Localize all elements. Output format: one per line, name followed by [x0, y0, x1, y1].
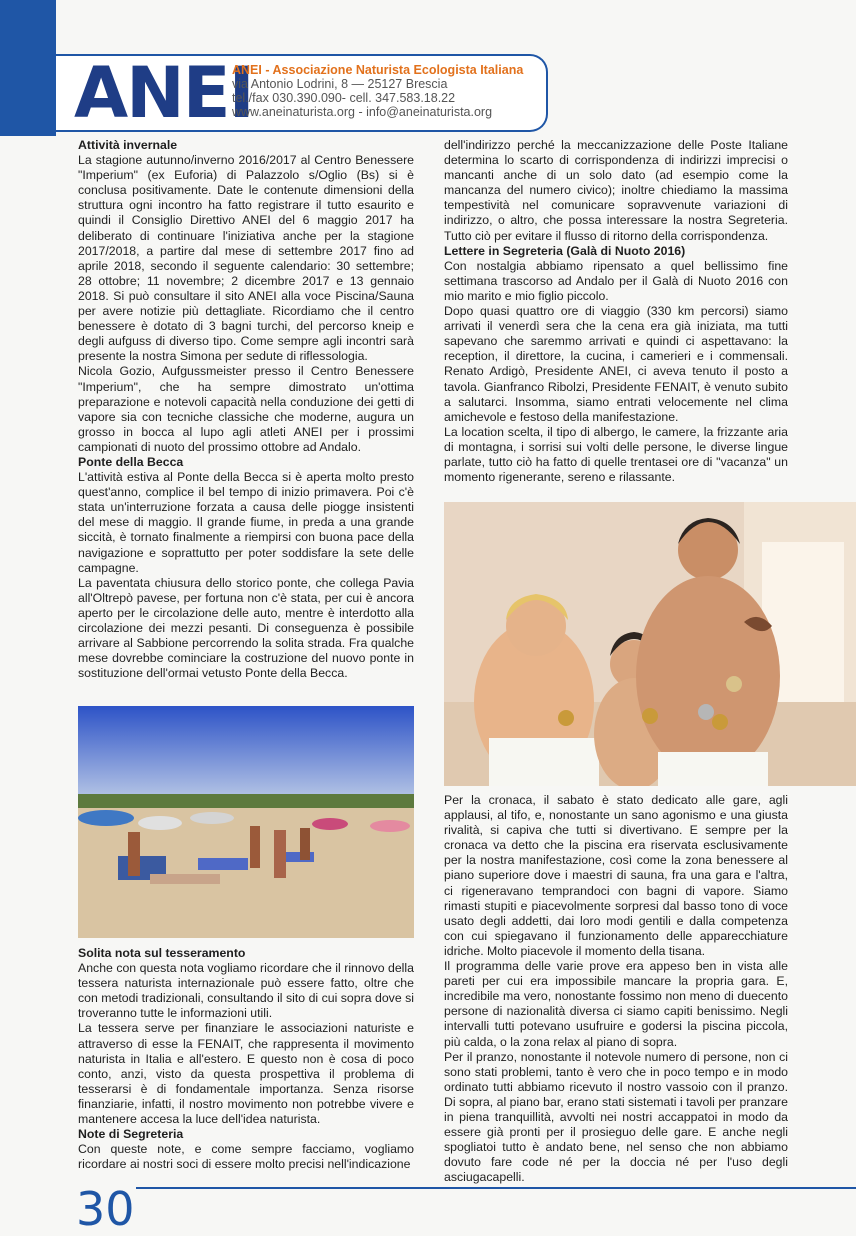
paragraph: La stagione autunno/inverno 2016/2017 al Centro Benessere "Imperium" (ex Euforia) di Palazzolo s/Oglio (Bs) si è conclusa positivamente. Date le contenute dimensioni della struttura ogni incontro ha fatto registrare il tutto esaurito e quindi il Consiglio Direttivo ANEI del 6 maggio 2017 ha deliberato di continuare l'iniziativa anche per la stagione 2017/2018, a partire dal mese di settembre 2017 fino ad aprile 2018, secondo il seguente calendario: 30 settembre; 28 ottobre; 11 novembre; 2 dicembre 2017 e 13 gennaio 2018. Si può consultare il sito ANEI alla voce Piscina/Sauna per avere notizie più dettagliate. Ricordiamo che il centro benessere è dotato di 3 bagni turchi, del percorso kneip e degli aufguss di diverso tipo. Come sempre agli incontri sarà presente la nostra Simona per sedute di riflessologia.	[78, 153, 414, 364]
family-medals-photo	[444, 502, 856, 786]
website-email: www.aneinaturista.org - info@aneinaturista.org	[232, 105, 493, 119]
paragraph: Con nostalgia abbiamo ripensato a quel bellissimo fine settimana trascorso ad Andalo per il Galà di Nuoto 2016 con mio marito e mio figlio piccolo.	[444, 258, 788, 303]
paragraph: Dopo quasi quattro ore di viaggio (330 km percorsi) siamo arrivati il venerdì sera che la cena era già iniziata, ma tutti sapevano che saremmo arrivati e quindi ci aspettavano: la reception, il direttore, la cucina, i camerieri e i commensali. Renato Ardigò, Presidente ANEI, ci aveva tenuto il posto a tavola. Gianfranco Ribolzi, Presidente FENAIT, è venuto subito a salutarci. Insomma, siamo entrati velocemente nel clima amichevole e festoso della manifestazione.	[444, 304, 788, 424]
paragraph: Per il pranzo, nonostante il notevole numero di persone, non ci sono stati problemi, tanto è vero che in poco tempo e in modo ordinato tutti abbiamo ricevuto il nostro vassoio con il pranzo. Di sopra, al piano bar, erano stati sistemati i tavoli per pranzare in piena tranquillità, avvolti nei nostri accappatoi in modo da essere già pronti per il prosieguo delle gare. E anche negli spogliatoi tutto è andato bene, nel senso che non abbiamo dovuto fare code né per la doccia né per l'uso degli asciugacapelli.	[444, 1049, 788, 1185]
paragraph: La tessera serve per finanziare le associazioni naturiste e attraverso di esse la FENAIT, che rappresenta il movimento naturista in Italia e all'estero. E questo non è cosa di poco conto, anzi, visto da questa prospettiva il problema di tesserarsi è di fondamentale importanza. Senza risorse finanziarie, infatti, il nostro movimento non potrebbe vivere e mantenere accesa la luce dell'idea naturista.	[78, 1021, 414, 1127]
address: via Antonio Lodrini, 8 — 25127 Brescia	[232, 77, 448, 91]
header-contacts	[232, 63, 523, 119]
article-column-left-bottom	[78, 946, 414, 1172]
paragraph: La location scelta, il tipo di albergo, le camere, la frizzante aria di montagna, i sorrisi sui volti delle persone, le diverse lingue parlate, tutto ciò ha fatto di quelle trentasei ore di "vacanza" un momento rigenerante, sereno e rilassante.	[444, 424, 788, 485]
article-column-left-top	[78, 138, 414, 681]
footer-rule	[136, 1187, 856, 1189]
article-column-right-top	[444, 138, 788, 485]
header-color-bar	[0, 0, 56, 136]
paragraph: L'attività estiva al Ponte della Becca si è aperta molto presto quest'anno, complice il bel tempo di inizio primavera. Poi c'è stata un'interruzione forzata a causa delle piogge insistenti del mese di maggio. Il grande fiume, in preda a una grande siccità, è tornato finalmente a riempirsi con buona pace della navigazione e soprattutto per poter soddisfare la sete delle campagne.	[78, 470, 414, 575]
heading-note-di-segreteria: Note di Segreteria	[78, 1127, 184, 1142]
heading-ponte-della-becca: Ponte della Becca	[78, 454, 184, 469]
paragraph: dell'indirizzo perché la meccanizzazione delle Poste Italiane determina lo scarto di corrispondenza di indirizzi imprecisi o mancanti anche di un solo dato (ad esempio come la mancanza del numero civico); inoltre chiediamo la massima tempestività nel comunicare sopravvenute variazioni di indirizzo, o altro, che possa interessare la nostra Segreteria. Tutto ciò per evitare il flusso di ritorno della corrispondenza.	[444, 138, 788, 243]
anei-logo: ANEI	[74, 52, 253, 134]
paragraph: Nicola Gozio, Aufgussmeister presso il Centro Benessere "Imperium", che ha sempre dimostrato un'ottima preparazione e notevoli capacità nella conduzione dei getti di vapore sia con tecniche classiche che moderne, augura un grosso in bocca al lupo agli atleti ANEI per i prossimi campionati di nuoto del prossimo ottobre ad Andalo.	[78, 364, 414, 454]
phone-numbers: tel./fax 030.390.090- cell. 347.583.18.22	[232, 91, 456, 105]
paragraph: Il programma delle varie prove era appeso ben in vista alle pareti per cui era impossibile mancare la propria gara. E, incredibile ma vero, nonostante fossimo non meno di duecento persone di nazionalità diversa ci siamo capiti benissimo. Negli intervalli tutti potevano usufruire e godersi la piscina piccola, più calda, o la zona relax al piano di sopra.	[444, 959, 788, 1049]
paragraph: Per la cronaca, il sabato è stato dedicato alle gare, agli applausi, al tifo, e, nonostante un sano agonismo e una giusta rivalità, si capiva che tutti si divertivano. E sempre per la cronaca va detto che la piscina era riservata esclusivamente per la nostra manifestazione, così come la zona benessere al piano superiore dove i maestri di sauna, fra una gara e l'altra, ci rigeneravano temprandoci con bagni di vapore. Siamo rimasti stupiti e piacevolmente sorpresi dal basso tono di voce usato degli addetti, dai loro modi gentili e dalla competenza con cui spiegavano il funzionamento delle apparecchiature idriche. Molto piacevole il momento della tisana.	[444, 793, 788, 958]
paragraph: La paventata chiusura dello storico ponte, che collega Pavia all'Oltrepò pavese, per fortuna non c'è stata, per cui è ancora aperto per le circolazione delle auto, mentre è interdotto alla circolazione dei mezzi pesanti. Di conseguenza è possibile arrivare al Sabbione percorrendo la solita strada. Fra qualche mese dovrebbe cominciare la costruzione del nuovo ponte in sostituzione dell'ormai vetusto Ponte della Becca.	[78, 575, 414, 681]
heading-attivita-invernale: Attività invernale	[78, 138, 178, 152]
article-column-right-bottom	[444, 793, 788, 1185]
page-number: 30	[76, 1182, 135, 1236]
beach-photo	[78, 706, 414, 938]
heading-tesseramento: Solita nota sul tesseramento	[78, 946, 246, 960]
paragraph: Con queste note, e come sempre facciamo, vogliamo ricordare ai nostri soci di essere molto precisi nell'indicazione	[78, 1142, 414, 1172]
paragraph: Anche con questa nota vogliamo ricordare che il rinnovo della tessera naturista internazionale può essere fatto, oltre che con metodi tradizionali, consultando il sito di cui sopra dove si troveranno tutte le informazioni utili.	[78, 961, 414, 1021]
heading-lettere-in-segreteria: Lettere in Segreteria (Galà di Nuoto 2016)	[444, 243, 686, 258]
org-name: ANEI - Associazione Naturista Ecologista Italiana	[232, 63, 524, 77]
